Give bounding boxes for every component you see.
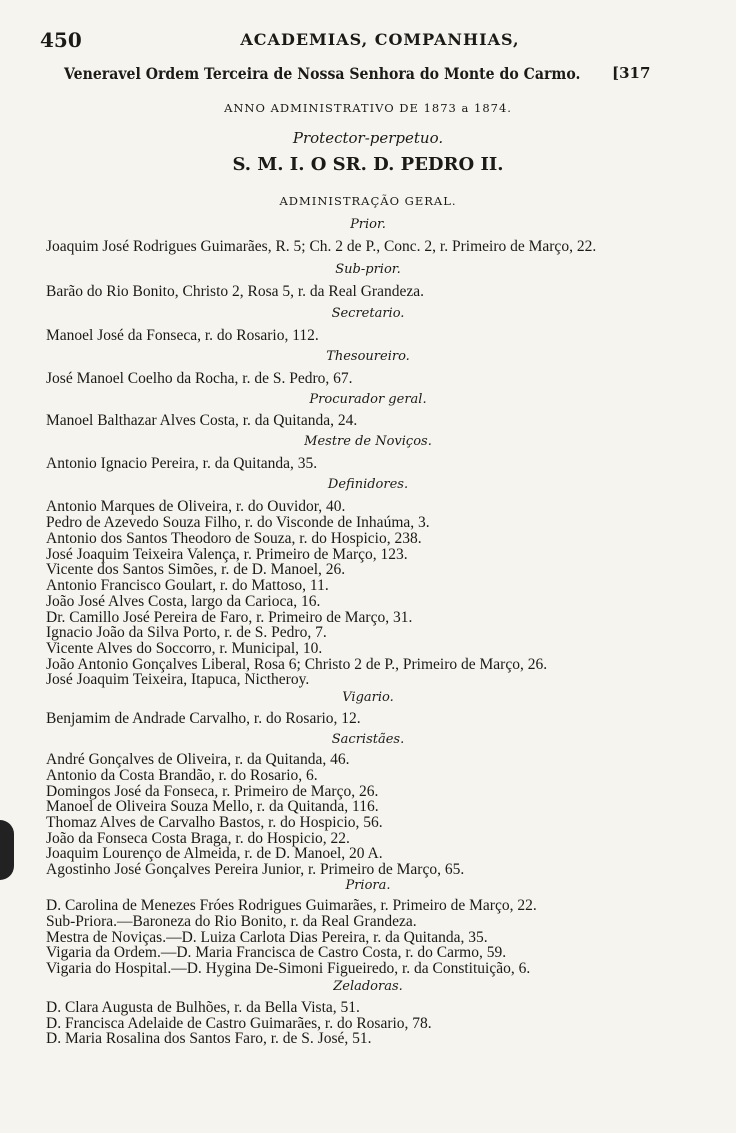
- zeladora-entry: D. Francisca Adelaide de Castro Guimarães, r. do Rosario, 78.: [46, 1015, 432, 1032]
- ink-blot: [0, 820, 14, 880]
- order-title: Veneravel Ordem Terceira de Nossa Senhora do Monte do Carmo.: [64, 64, 581, 83]
- priora-entry: D. Carolina de Menezes Fróes Rodrigues Guimarães, r. Primeiro de Março, 22.: [46, 897, 537, 914]
- sacristao-entry: Agostinho José Gonçalves Pereira Junior, r. Primeiro de Março, 65.: [46, 861, 465, 878]
- zeladoras-label: Zeladoras.: [333, 979, 403, 994]
- priora-entry: Vigaria do Hospital.—D. Hygina De-Simoni Figueiredo, r. da Constituição, 6.: [46, 960, 531, 977]
- vigario-entry: Benjamim de Andrade Carvalho, r. do Rosario, 12.: [46, 710, 361, 727]
- sub-prior-entry: Barão do Rio Bonito, Christo 2, Rosa 5, r. da Real Grandeza.: [46, 283, 424, 300]
- prior-label: Prior.: [350, 217, 386, 232]
- order-number: [317: [612, 64, 651, 82]
- priora-entry: Sub-Priora.—Baroneza do Rio Bonito, r. da Real Grandeza.: [46, 913, 417, 930]
- definidor-entry: Vicente dos Santos Simões, r. de D. Manoel, 26.: [46, 561, 346, 578]
- definidores-label: Definidores.: [327, 477, 409, 492]
- priora-entry: Mestra de Noviças.—D. Luiza Carlota Dias Pereira, r. da Quitanda, 35.: [46, 929, 488, 946]
- priora-entry: Vigaria da Ordem.—D. Maria Francisca de Castro Costa, r. do Carmo, 59.: [46, 944, 507, 961]
- definidor-entry: José Joaquim Teixeira, Itapuca, Nictheroy.: [46, 671, 310, 688]
- zeladora-entry: D. Maria Rosalina dos Santos Faro, r. de S. José, 51.: [46, 1030, 372, 1047]
- sacristao-entry: Antonio da Costa Brandão, r. do Rosario, 6.: [46, 767, 318, 784]
- definidor-entry: Vicente Alves do Soccorro, r. Municipal, 10.: [46, 640, 323, 657]
- protector-name: S. M. I. O SR. D. PEDRO II.: [232, 154, 504, 175]
- protector-label: Protector-perpetuo.: [292, 129, 444, 147]
- page-number: 450: [40, 28, 82, 52]
- sub-prior-label: Sub-prior.: [335, 262, 401, 277]
- sacristao-entry: Manoel de Oliveira Souza Mello, r. da Quitanda, 116.: [46, 798, 379, 815]
- running-header: [40, 28, 720, 52]
- secretario-entry: Manoel José da Fonseca, r. do Rosario, 112.: [46, 327, 319, 344]
- definidor-entry: Pedro de Azevedo Souza Filho, r. do Visconde de Inhaúma, 3.: [46, 514, 430, 531]
- admin-general: ADMINISTRAÇÃO GERAL.: [279, 194, 457, 208]
- definidor-entry: Antonio Francisco Goulart, r. do Mattoso, 11.: [46, 577, 329, 594]
- mestre-entry: Antonio Ignacio Pereira, r. da Quitanda, 35.: [46, 455, 318, 472]
- definidor-entry: José Joaquim Teixeira Valença, r. Primeiro de Março, 123.: [46, 546, 408, 563]
- sacristaes-label: Sacristães.: [331, 732, 405, 747]
- zeladora-entry: D. Clara Augusta de Bulhões, r. da Bella Vista, 51.: [46, 999, 360, 1016]
- thesoureiro-entry: José Manoel Coelho da Rocha, r. de S. Pedro, 67.: [46, 370, 353, 387]
- admin-year: ANNO ADMINISTRATIVO DE 1873 a 1874.: [224, 101, 512, 115]
- procurador-label: Procurador geral.: [309, 392, 427, 407]
- mestre-label: Mestre de Noviços.: [304, 434, 432, 449]
- sacristao-entry: Thomaz Alves de Carvalho Bastos, r. do Hospicio, 56.: [46, 814, 383, 831]
- sacristao-entry: Domingos José da Fonseca, r. Primeiro de Março, 26.: [46, 783, 379, 800]
- sacristao-entry: Joaquim Lourenço de Almeida, r. de D. Manoel, 20 A.: [46, 845, 383, 862]
- definidor-entry: Antonio dos Santos Theodoro de Souza, r. do Hospicio, 238.: [46, 530, 422, 547]
- definidor-entry: João José Alves Costa, largo da Carioca, 16.: [46, 593, 321, 610]
- prior-entry: Joaquim José Rodrigues Guimarães, R. 5; Ch. 2 de P., Conc. 2, r. Primeiro de Março, 22.: [46, 238, 597, 255]
- definidor-entry: Antonio Marques de Oliveira, r. do Ouvidor, 40.: [46, 498, 346, 515]
- definidor-entry: João Antonio Gonçalves Liberal, Rosa 6; Christo 2 de P., Primeiro de Março, 26.: [46, 656, 548, 673]
- thesoureiro-label: Thesoureiro.: [326, 349, 410, 364]
- definidor-entry: Dr. Camillo José Pereira de Faro, r. Primeiro de Março, 31.: [46, 609, 413, 626]
- sacristao-entry: André Gonçalves de Oliveira, r. da Quitanda, 46.: [46, 751, 350, 768]
- section-title: ACADEMIAS, COMPANHIAS,: [240, 30, 520, 49]
- priora-label: Priora.: [345, 878, 391, 893]
- procurador-entry: Manoel Balthazar Alves Costa, r. da Quitanda, 24.: [46, 412, 358, 429]
- vigario-label: Vigario.: [342, 690, 394, 705]
- sacristao-entry: João da Fonseca Costa Braga, r. do Hospicio, 22.: [46, 830, 350, 847]
- secretario-label: Secretario.: [331, 306, 405, 321]
- definidor-entry: Ignacio João da Silva Porto, r. de S. Pedro, 7.: [46, 624, 327, 641]
